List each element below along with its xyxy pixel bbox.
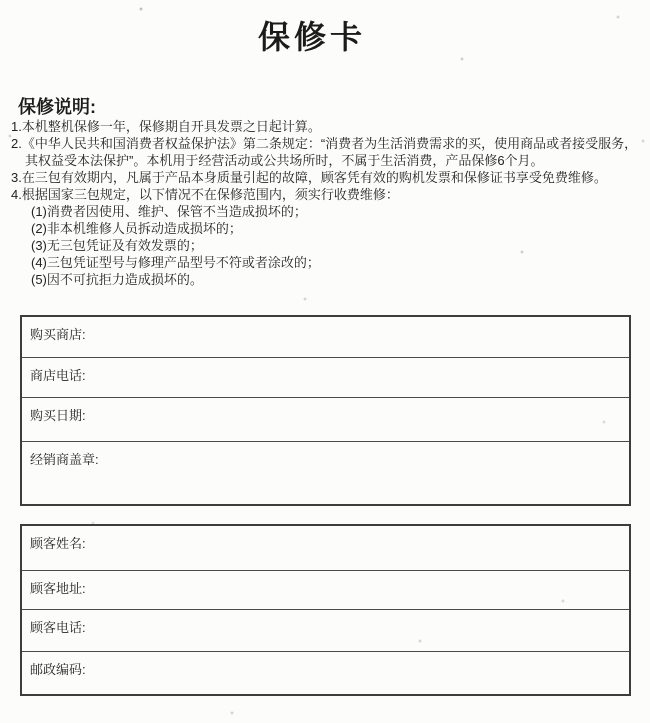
purchase-info-table xyxy=(20,315,631,506)
row-purchase-store xyxy=(22,317,629,357)
row-customer-address xyxy=(22,570,629,609)
row-dealer-stamp xyxy=(22,441,629,504)
customer-info-table xyxy=(20,524,631,696)
row-postal-code xyxy=(22,651,629,694)
row-customer-name xyxy=(22,526,629,570)
customer-name-label: 顾客姓名: xyxy=(30,536,86,551)
term-line-4-sub-5: (5)因不可抗拒力造成损坏的。 xyxy=(31,272,203,287)
customer-address-label: 顾客地址: xyxy=(30,581,86,596)
row-customer-phone xyxy=(22,609,629,651)
term-line-4-sub-4: (4)三包凭证型号与修理产品型号不符或者涂改的； xyxy=(31,255,320,270)
store-phone-label: 商店电话: xyxy=(30,368,86,383)
postal-code-label: 邮政编码: xyxy=(30,662,86,677)
purchase-date-label: 购买日期: xyxy=(30,408,86,423)
term-line-4-sub-3: (3)无三包凭证及有效发票的； xyxy=(31,238,203,253)
dealer-stamp-label: 经销商盖章: xyxy=(30,452,99,467)
term-line-4-sub-1: (1)消费者因使用、维护、保管不当造成损坏的； xyxy=(31,204,307,219)
term-line-2: 2.《中华人民共和国消费者权益保护法》第二条规定：“消费者为生活消费需求的买，使用商品或者接受服务， xyxy=(11,136,638,151)
row-purchase-date xyxy=(22,397,629,441)
warranty-terms-list xyxy=(0,118,650,288)
purchase-store-label: 购买商店: xyxy=(30,327,86,342)
term-line-1: 1.本机整机保修一年，保修期自开具发票之日起计算。 xyxy=(11,119,321,134)
term-line-2-continued: 其权益受本法保护”。本机用于经营活动或公共场所时，不属于生活消费，产品保修6个月。 xyxy=(25,153,544,168)
warranty-notes-heading: 保修说明: xyxy=(18,97,96,117)
page-title: 保修卡 xyxy=(257,19,366,55)
term-line-3: 3.在三包有效期内，凡属于产品本身质量引起的故障，顾客凭有效的购机发票和保修证书享受免费维修。 xyxy=(11,170,607,185)
term-line-4-sub-2: (2)非本机维修人员拆动造成损坏的； xyxy=(31,221,242,236)
row-store-phone xyxy=(22,357,629,397)
customer-phone-label: 顾客电话: xyxy=(30,620,86,635)
term-line-4: 4.根据国家三包规定，以下情况不在保修范围内，须实行收费维修： xyxy=(11,187,399,202)
